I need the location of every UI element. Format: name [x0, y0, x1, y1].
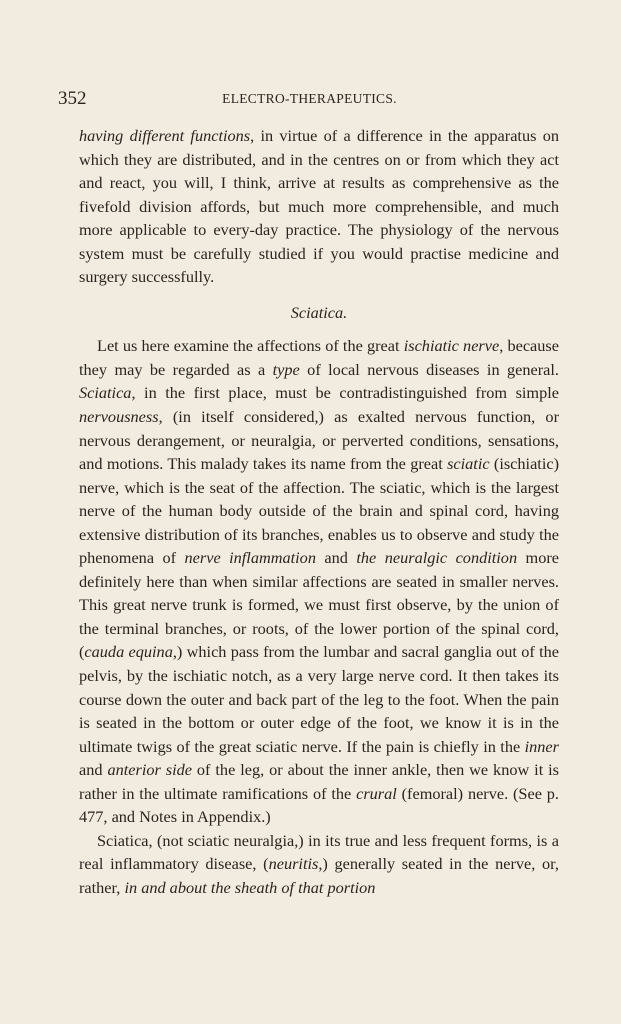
paragraph [79, 124, 559, 289]
text-run: , in virtue of a difference in the apparatus on which they are distributed, and in the centres on or from which they act and react, you will, I think, arrive at results as comprehensive as the fivefold division affords, but much more comprehensible, and much more applicable to every-day practice. The physiology of the nervous system must be carefully studied if you would practise medicine and surgery successfully. [79, 126, 559, 287]
page-header [58, 88, 561, 108]
running-title: ELECTRO-THERAPEUTICS. [222, 91, 397, 106]
text-run: of local nervous diseases in general. [299, 359, 559, 379]
italic-text: sciatic [447, 454, 490, 474]
text-run: (ischiatic) nerve, which is the seat of the affection. The sciatic, which is the largest nerve of the human body outside of the brain and spinal cord, having extensive distribution of its branches, enables us to observe and study the phenomena of [79, 454, 559, 568]
italic-text: neuritis [268, 854, 319, 874]
page-number: 352 [58, 88, 87, 109]
italic-text: crural [356, 783, 397, 803]
paragraph [79, 829, 559, 900]
text-run: more definitely here than when similar affections are seated in smaller nerves. This great nerve trunk is formed, we must first observe, by the union of the terminal branches, or roots, of the lower portion of the spinal cord, ( [79, 548, 559, 662]
text-run: , in the first place, must be contradistinguished from simple [131, 383, 559, 403]
italic-text: Sciatica [79, 383, 132, 403]
text-run: and [315, 548, 357, 568]
italic-text: type [272, 359, 300, 379]
text-run: and [79, 760, 108, 780]
italic-text: inner [524, 736, 559, 756]
body-text [79, 124, 559, 900]
text-run: ,) which pass from the lumbar and sacral ganglia out of the pelvis, by the ischiatic notch, as a very large nerve cord. It then takes its course down the outer and back part of the leg to the foot. When the pain is seated in the bottom or outer edge of the foot, we know it is in the ultimate twigs of the great sciatic nerve. If the pain is chiefly in the [79, 642, 559, 756]
text-run: , because they may be regarded as a [79, 336, 559, 379]
italic-text: cauda equina [84, 642, 173, 662]
italic-text: the neuralgic condition [356, 548, 518, 568]
text-run: (femoral) nerve. (See p. 477, and Notes in Appendix.) [79, 783, 559, 827]
paragraph [79, 334, 559, 828]
italic-text: nervousness [79, 407, 159, 427]
text-run: Sciatica, (not sciatic neuralgia,) in its true and less frequent forms, is a real inflammatory disease, ( [79, 830, 559, 874]
text-run: Let us here examine the affections of the great [97, 336, 404, 356]
italic-text: nerve inflammation [184, 548, 316, 568]
italic-text: ischiatic nerve [403, 336, 500, 356]
italic-text: having different functions [79, 126, 251, 145]
section-heading: Sciatica. [290, 302, 348, 322]
text-run: , (in itself considered,) as exalted nervous function, or nervous derangement, or neuralgia, or perverted conditions, sensations, and motions. This malady takes its name from the great [79, 407, 559, 474]
italic-text: in and about the sheath of that portion [124, 877, 376, 897]
text-run: ,) generally seated in the nerve, or, rather, [79, 854, 559, 897]
text-run: of the leg, or about the inner ankle, then we know it is rather in the ultimate ramifications of the [79, 760, 560, 803]
italic-text: anterior side [107, 760, 192, 780]
